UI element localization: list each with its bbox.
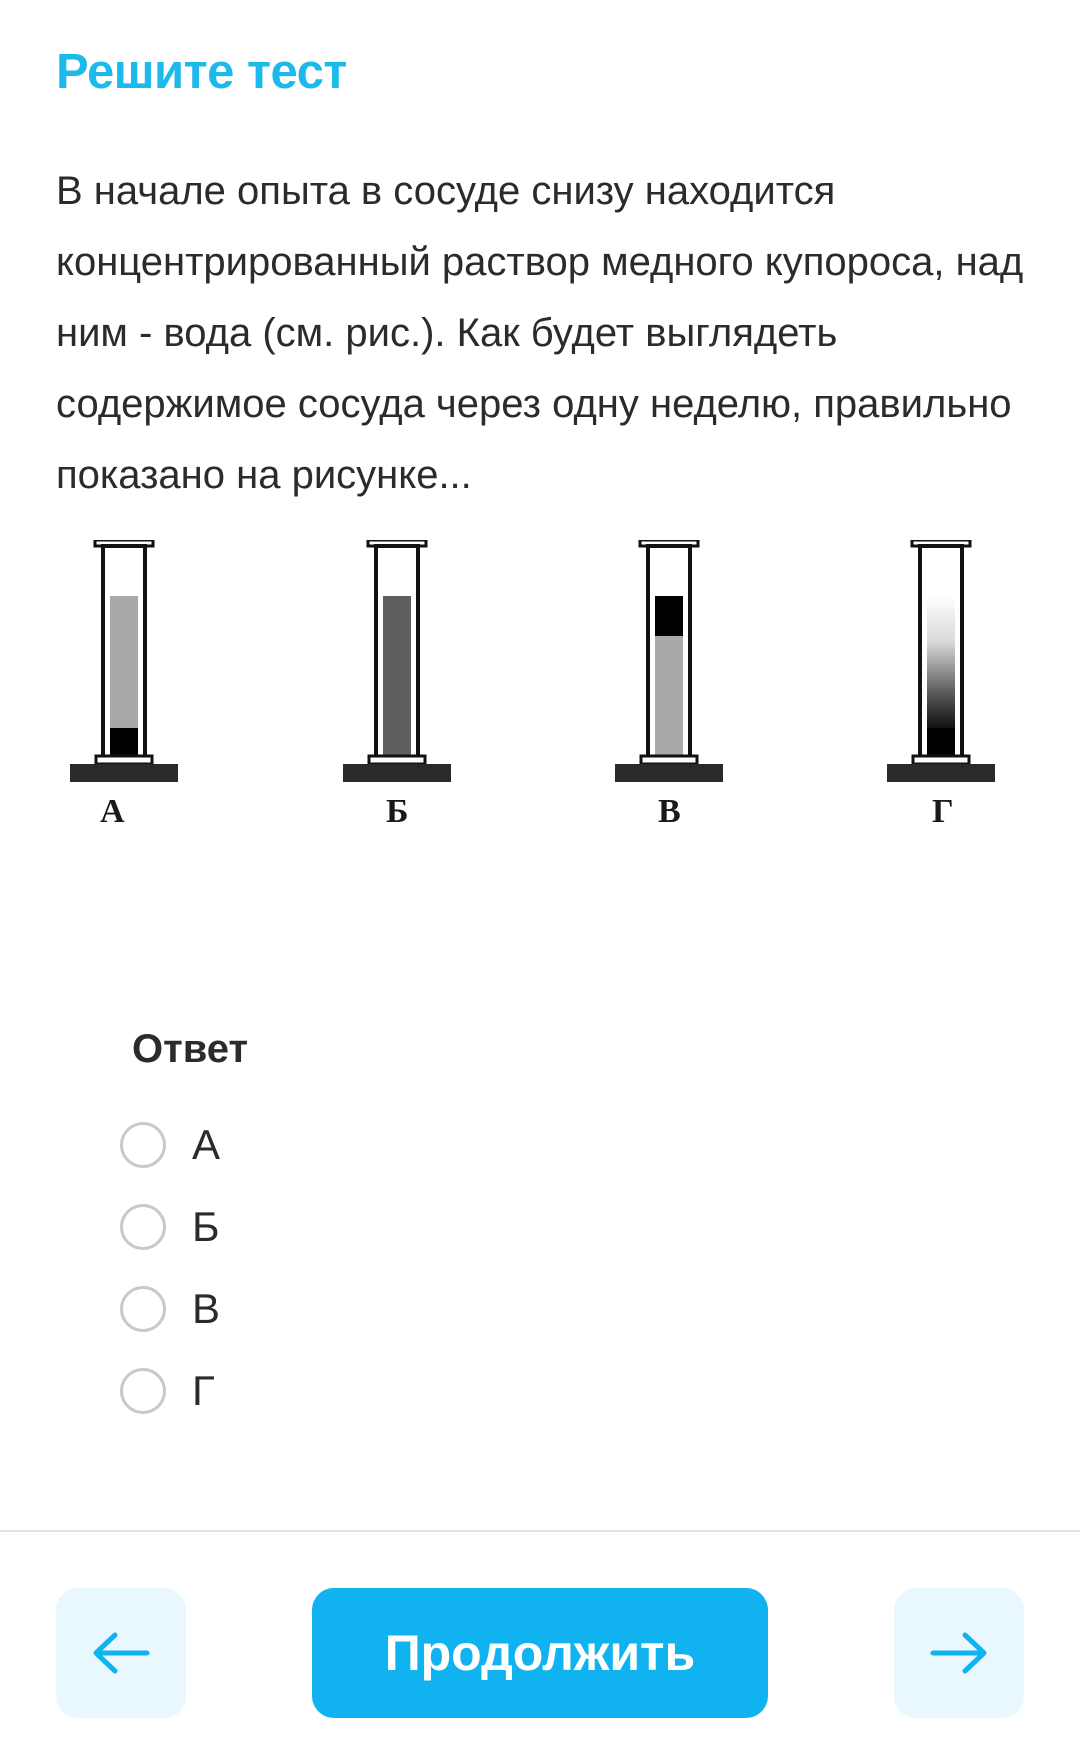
option-d[interactable] bbox=[120, 1350, 220, 1432]
page-title: Решите тест bbox=[56, 45, 347, 99]
arrow-right-icon bbox=[927, 1631, 991, 1675]
back-button[interactable] bbox=[56, 1588, 186, 1718]
continue-button[interactable]: Продолжить bbox=[312, 1588, 768, 1718]
radio-button[interactable] bbox=[120, 1204, 166, 1250]
option-label: Г bbox=[192, 1367, 215, 1414]
cylinder-c bbox=[615, 540, 723, 830]
cylinder-a bbox=[70, 540, 178, 830]
answer-options bbox=[120, 1104, 220, 1432]
cylinders-figure bbox=[60, 540, 1020, 870]
radio-button[interactable] bbox=[120, 1122, 166, 1168]
figure-label-c: В bbox=[658, 793, 681, 830]
option-c[interactable] bbox=[120, 1268, 220, 1350]
arrow-left-icon bbox=[89, 1631, 153, 1675]
cylinders-illustration bbox=[60, 540, 1020, 870]
cylinder-b bbox=[343, 540, 451, 830]
answer-title: Ответ bbox=[132, 1027, 249, 1071]
option-b[interactable] bbox=[120, 1186, 220, 1268]
figure-label-b: Б bbox=[386, 793, 409, 830]
figure-label-d: Г bbox=[932, 793, 954, 830]
radio-button[interactable] bbox=[120, 1286, 166, 1332]
next-button[interactable] bbox=[894, 1588, 1024, 1718]
cylinder-d bbox=[887, 540, 995, 830]
figure-label-a: А bbox=[100, 793, 125, 830]
option-a[interactable] bbox=[120, 1104, 220, 1186]
option-label: А bbox=[192, 1121, 221, 1168]
question-text: В начале опыта в сосуде снизу находится концентрированный раствор медного купороса, над ним - вода (см. рис.). Как будет выглядеть содержимое сосуда через одну неделю, правильно показано на рисунке... bbox=[56, 169, 1024, 497]
radio-button[interactable] bbox=[120, 1368, 166, 1414]
option-label: В bbox=[192, 1285, 221, 1332]
option-label: Б bbox=[192, 1203, 220, 1250]
footer-divider bbox=[0, 1530, 1080, 1532]
